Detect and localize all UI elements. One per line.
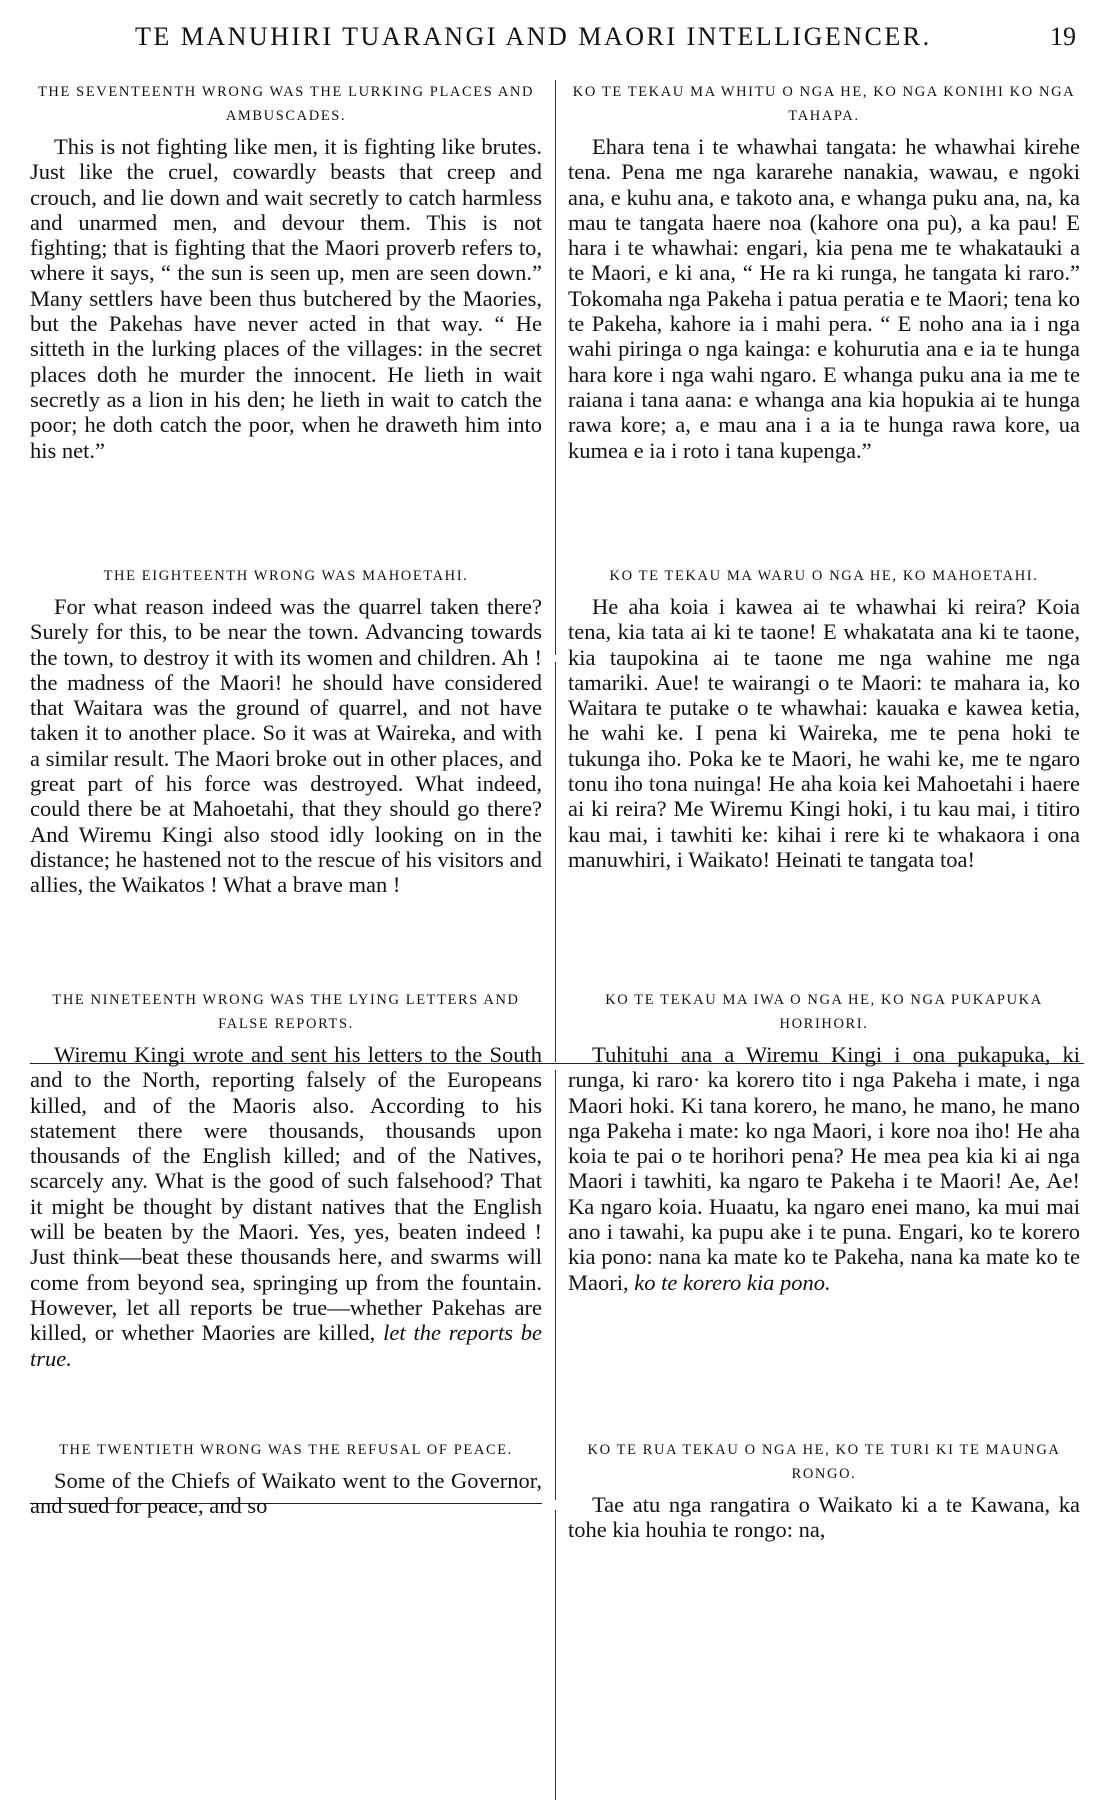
column-rule	[555, 1070, 556, 1500]
section-heading: KO TE TEKAU MA WHITU O NGA HE, KO NGA KONIHI KO NGA TAHAPA.	[572, 84, 1076, 124]
section-body: This is not fighting like men, it is fighting like brutes. Just like the cruel, cowardly beasts that creep and crouch, and lie down and wait secretly to catch harmless and unarmed men, and devour them. This is not fighting; that is fighting that the Maori proverb refers to, where it says, “ the sun is seen up, men are seen down.” Many settlers have been thus butchered by the Maories, but the Pakehas have never acted in that way. “ He sitteth in the lurking places of the villages: in the secret places doth he murder the innocent. He lieth in wait secretly as a lion in his den; he lieth in wait to catch the poor; he doth catch the poor, when he draweth him into his net.”	[30, 134, 542, 463]
section-heading: KO TE TEKAU MA WARU O NGA HE, KO MAHOETAHI.	[609, 568, 1039, 584]
section-body: He aha koia i kawea ai te whawhai ki reira? Koia tena, kia tata ai ki te taone! E whakatata ana ki te taone, kia taupokina ai te taone me nga wahine me nga tamariki. Aue! te wairangi o te Maori: te mahara ia, ko Waitara te putake o te whawhai: kauaka e kawea ketia, he wahi ke. I pena ki Waireka, me te pena hoki te tukunga iho. Poka ke te Maori, he wahi ke, me te ngaro tonu iho tona nuinga! He aha koia kei Mahoetahi i haere ai ki reira? Me Wiremu Kingi hoki, i tu kau mai, i titiro kau mai, i tawhiti ke: kihai i rere ki te whakaora i ona manuwhiri, i Waikato! Heinati te tangata toa!	[568, 594, 1080, 872]
maori-column	[568, 80, 1080, 1800]
two-column-body	[30, 80, 1084, 1800]
maori-section-17	[568, 80, 1080, 463]
section-body: Tae atu nga rangatira o Waikato ki a te Kawana, ka tohe kia houhia te rongo: na,	[568, 1492, 1080, 1543]
english-column	[30, 80, 542, 1800]
section-body	[30, 1042, 542, 1371]
section-heading: THE TWENTIETH WRONG WAS THE REFUSAL OF PEACE.	[59, 1442, 513, 1458]
page-number: 19	[1050, 22, 1076, 51]
maori-section-20	[568, 1438, 1080, 1543]
running-title: TE MANUHIRI TUARANGI AND MAORI INTELLIGENCER.	[135, 22, 932, 51]
english-section-19	[30, 988, 542, 1371]
section-body-italic: let the reports be true.	[30, 1320, 542, 1371]
section-heading: KO TE TEKAU MA IWA O NGA HE, KO NGA PUKAPUKA HORIHORI.	[605, 992, 1043, 1032]
section-body-italic: ko te korero kia pono.	[634, 1269, 831, 1295]
maori-section-19	[568, 988, 1080, 1295]
running-head	[30, 20, 1084, 60]
section-heading: KO TE RUA TEKAU O NGA HE, KO TE TURI KI TE MAUNGA RONGO.	[587, 1442, 1061, 1482]
section-body-text: Tuhituhi ana a Wiremu Kingi i ona pukapuka, ki runga, ki raro· ka korero tito i nga Pakeha i mate, i nga Maori hoki. Ki tana korero, he mano, he mano, he mano nga Pakeha i mate: ko nga Maori, i kore noa iho! He aha koia te pai o te horihori pena? He mea pea kia ki ai nga Maori i tawhiti, ka ngaro te Pakeha i te Maori! Ae, Ae! Ka ngaro koia. Huaatu, ka ngaro enei mano, ka mui mai ano i tawahi, ka pupu ake i te puna. Engari, ko te korero kia pono: nana ka mate ko te Pakeha, nana ka mate ko te Maori,	[568, 1042, 1080, 1295]
section-heading: THE EIGHTEENTH WRONG WAS MAHOETAHI.	[103, 568, 469, 584]
section-heading: THE NINETEENTH WRONG WAS THE LYING LETTERS AND FALSE REPORTS.	[52, 992, 520, 1032]
section-body: For what reason indeed was the quarrel taken there? Surely for this, to be near the town. Advancing towards the town, to destroy it with its women and children. Ah ! the madness of the Maori! he should have considered that Waitara was the ground of quarrel, and not have taken it to another place. So it was at Waireka, and with a similar result. The Maori broke out in other places, and great part of his force was destroyed. What indeed, could there be at Mahoetahi, that they should go there? And Wiremu Kingi also stood idly looking on in the distance; he hastened not to the rescue of his visitors and allies, the Waikatos ! What a brave man !	[30, 594, 542, 898]
section-body: Ehara tena i te whawhai tangata: he whawhai kirehe tena. Pena me nga kararehe nanakia, wawau, e ngoki ana, e kuhu ana, e takoto ana, e whanga puku ana, na, ka mau te tangata haere noa (kahore ona pu), a ka pau! E hara i te whawhai: engari, kia pena me te whakatauki a te Maori, e ki ana, “ He ra ki runga, he tangata ki raro.” Tokomaha nga Pakeha i patua peratia e te Maori; tena ko te Pakeha, kahore ia i mahi pera. “ E noho ana ia i nga wahi piringa o nga kainga: e kohurutia ana e ia te hunga hara kore i nga wahi ngaro. E whanga puku ana ia me te raiana i tana aana: e whanga ana kia hopukia ai te hunga rawa kore; a, e mau ana i a ia te hunga rawa kore, ua kumea e ia i roto i tana kupenga.”	[568, 134, 1080, 463]
maori-section-18	[568, 564, 1080, 872]
section-heading: THE SEVENTEENTH WRONG WAS THE LURKING PLACES AND AMBUSCADES.	[37, 84, 535, 124]
english-section-20	[30, 1438, 542, 1519]
english-section-17	[30, 80, 542, 463]
section-body-text: Wiremu Kingi wrote and sent his letters to the South and to the North, reporting falsely of the Europeans killed, and of the Maoris also. According to his statement there were thousands, thousands upon thousands of the English killed; and of the Natives, scarcely any. What is the good of such falsehood? That it might be thought by distant natives that the English will be beaten by the Maori. Yes, yes, beaten indeed ! Just think—beat these thousands here, and swarms will come from beyond sea, springing up from the fountain. However, let all reports be true—whether Pakehas are killed, or whether Maories are killed,	[30, 1042, 542, 1346]
section-body: Some of the Chiefs of Waikato went to the Governor, and sued for peace, and so	[30, 1468, 542, 1519]
column-rule	[555, 1510, 556, 1800]
section-body	[568, 1042, 1080, 1295]
english-section-18	[30, 564, 542, 898]
column-rule	[555, 662, 556, 1062]
column-rule	[555, 80, 556, 655]
